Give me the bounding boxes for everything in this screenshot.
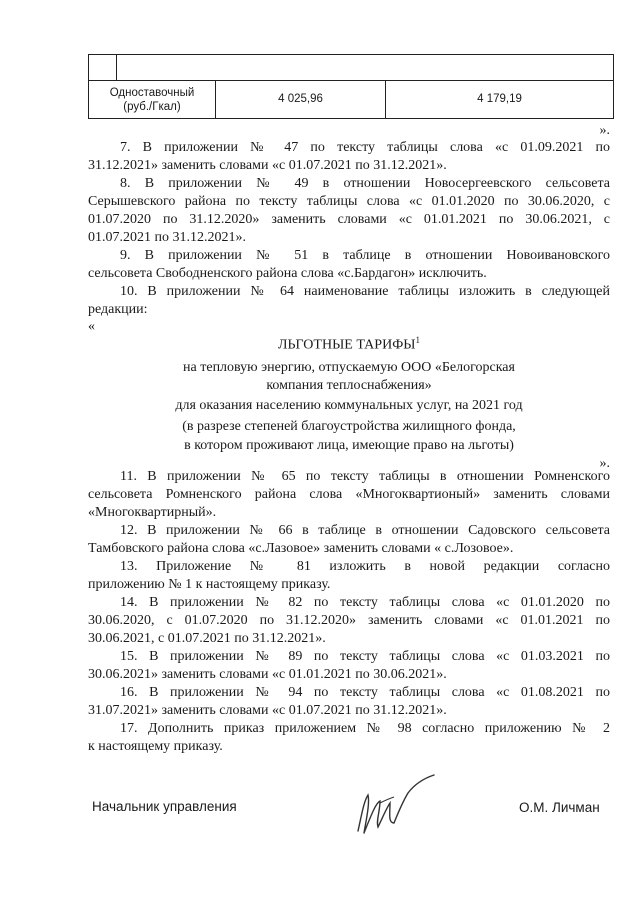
- insert-line-5: в котором проживают лица, имеющие право на льготы): [184, 438, 514, 453]
- item-8-line-4: 01.07.2021 по 31.12.2021».: [88, 230, 246, 245]
- item-17-line-1: 17. Дополнить приказ приложением № 98 согласно приложению № 2: [120, 721, 610, 736]
- item-17-line-2: к настоящему приказу.: [88, 739, 223, 754]
- insert-title: [88, 331, 610, 355]
- item-10-line-1: 10. В приложении № 64 наименование таблицы изложить в следующей: [120, 284, 610, 299]
- item-13-line-2: приложению № 1 к настоящему приказу.: [88, 577, 331, 592]
- item-14-line-3: 30.06.2021, с 01.07.2021 по 31.12.2021».: [88, 631, 326, 646]
- item-9-line-2: сельсовета Свободненского района слова «с.Бардагон» исключить.: [88, 266, 487, 281]
- item-15-line-1: 15. В приложении № 89 по тексту таблицы слова «с 01.03.2021 по: [120, 649, 610, 664]
- item-15-line-2: 30.06.2021» заменить словами «с 01.01.2021 по 30.06.2021».: [88, 667, 447, 682]
- signatory-position: Начальник управления: [92, 799, 237, 814]
- table-cell-value-1: 4 025,96: [216, 81, 386, 118]
- item-10-line-2: редакции:: [88, 302, 148, 317]
- row-label-line1: Одноставочный: [109, 87, 195, 99]
- item-9-line-1: 9. В приложении № 51 в таблице в отношении Новоивановского: [120, 248, 610, 263]
- item-16-line-1: 16. В приложении № 94 по тексту таблицы слова «с 01.08.2021 по: [120, 685, 610, 700]
- item-8-line-1: 8. В приложении № 49 в отношении Новосергеевского сельсовета: [120, 176, 610, 191]
- table-cell-value-2: 4 179,19: [477, 93, 522, 105]
- item-12-line-1: 12. В приложении № 66 в таблице в отношении Садовского сельсовета: [120, 523, 610, 538]
- insert-closing-quote: ».: [599, 456, 610, 471]
- item-14-line-1: 14. В приложении № 82 по тексту таблицы слова «с 01.01.2020 по: [120, 595, 610, 610]
- open-quote: «: [88, 319, 95, 334]
- table-row-label: [89, 81, 216, 118]
- table-header-row: [89, 55, 613, 81]
- item-16-line-2: 31.07.2021» заменить словами «с 01.07.2021 по 31.12.2021».: [88, 703, 447, 718]
- insert-line-3: для оказания населению коммунальных услуг, на 2021 год: [175, 398, 523, 413]
- closing-quote: ».: [599, 123, 610, 138]
- item-12-line-2: Тамбовского района слова «с.Лазовое» заменить словами « с.Лозовое».: [88, 541, 514, 556]
- item-14-line-2: 30.06.2020, с 01.07.2020 по 31.12.2020» заменить словами «с 01.01.2021 по: [88, 613, 610, 628]
- handwritten-signature: [350, 773, 440, 843]
- insert-line-2: компания теплоснабжения»: [266, 378, 432, 393]
- item-8-line-2: Серышевского района по тексту таблицы слова «с 01.01.2020 по 30.06.2020, с: [88, 194, 610, 209]
- item-11-line-2: сельсовета Ромненского района слова «Многоквартионый» заменить словами: [88, 487, 610, 502]
- signatory-name: О.М. Личман: [519, 800, 600, 815]
- insert-title-text: ЛЬГОТНЫЕ ТАРИФЫ: [278, 337, 416, 353]
- footnote-mark: 1: [415, 335, 420, 345]
- item-13-line-1: 13. Приложение № 81 изложить в новой редакции согласно: [120, 559, 610, 574]
- item-7-line-1: 7. В приложении № 47 по тексту таблицы слова «с 01.09.2021 по: [120, 140, 610, 155]
- insert-line-4: (в разрезе степеней благоустройства жилищного фонда,: [182, 419, 516, 434]
- item-11-line-3: «Многоквартирный».: [88, 505, 217, 520]
- insert-line-1: на тепловую энергию, отпускаемую ООО «Белогорская: [183, 360, 515, 375]
- item-7-line-2: 31.12.2021» заменить словами «с 01.07.2021 по 31.12.2021».: [88, 158, 447, 173]
- item-8-line-3: 01.07.2020 по 31.12.2020» заменить словами «с 01.01.2021 по 30.06.2021, с: [88, 212, 610, 227]
- item-11-line-1: 11. В приложении № 65 по тексту таблицы в отношении Ромненского: [120, 469, 610, 484]
- row-label-line2: (руб./Гкал): [123, 101, 181, 113]
- tariff-table-fragment: [88, 54, 614, 119]
